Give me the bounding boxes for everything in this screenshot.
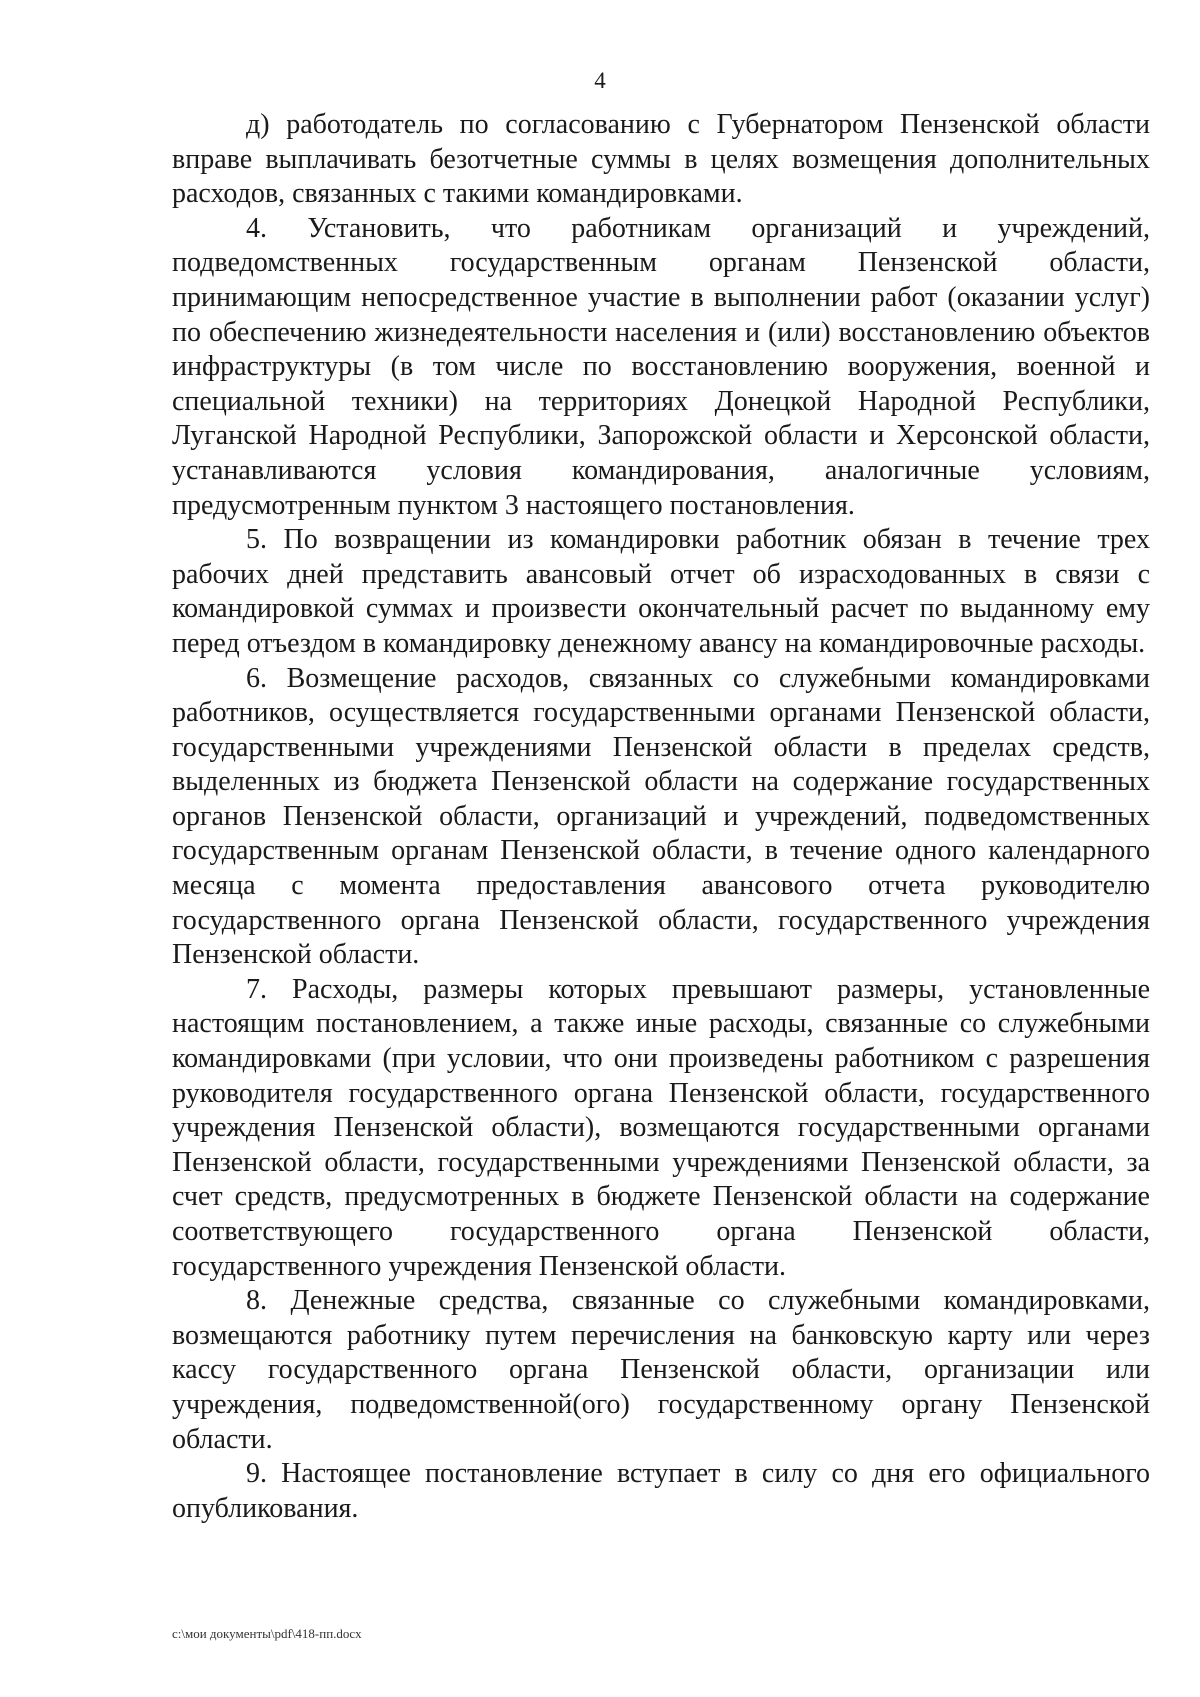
paragraph-item-4: 4. Установить, что работникам организаций и учреждений, подведомственных государственным органам Пензенской области, принимающим непосредственное участие в выполнении работ (оказании услуг) по обеспечению жизнедеятельности населения и (или) восстановлению объектов инфраструктуры (в том числе по восстановлению вооружения, военной и специальной техники) на территориях Донецкой Народной Республики, Луганской Народной Республики, Запорожской области и Херсонской области, устанавливаются условия командирования, аналогичные условиям, предусмотренным пунктом 3 настоящего постановления. bbox=[172, 212, 1150, 521]
paragraph-item-7: 7. Расходы, размеры которых превышают размеры, установленные настоящим постановлением, а также иные расходы, связанные со служебными командировками (при условии, что они произведены работником с разрешения руководителя государственного органа Пензенской области, государственного учреждения Пензенской области), возмещаются государственными органами Пензенской области, государственными учреждениями Пензенской области, за счет средств, предусмотренных в бюджете Пензенской области на содержание соответствующего государственного органа Пензенской области, государственного учреждения Пензенской области. bbox=[172, 973, 1150, 1282]
document-body bbox=[172, 108, 1150, 1526]
footer-file-path: c:\мои документы\pdf\418-пп.docx bbox=[172, 1626, 362, 1641]
page-number: 4 bbox=[594, 68, 606, 93]
paragraph-item-5: 5. По возвращении из командировки работник обязан в течение трех рабочих дней представить авансовый отчет об израсходованных в связи с командировкой суммах и произвести окончательный расчет по выданному ему перед отъездом в командировку денежному авансу на командировочные расходы. bbox=[172, 524, 1150, 659]
paragraph-item-9: 9. Настоящее постановление вступает в силу со дня его официального опубликования. bbox=[172, 1458, 1150, 1524]
paragraph-item-8: 8. Денежные средства, связанные со служебными командировками, возмещаются работнику путем перечисления на банковскую карту или через кассу государственного органа Пензенской области, организации или учреждения, подведомственной(ого) государственному органу Пензенской области. bbox=[172, 1285, 1150, 1455]
paragraph-item-6: 6. Возмещение расходов, связанных со служебными командировками работников, осуществляется государственными органами Пензенской области, государственными учреждениями Пензенской области в пределах средств, выделенных из бюджета Пензенской области на содержание государственных органов Пензенской области, организаций и учреждений, подведомственных государственным органам Пензенской области, в течение одного календарного месяца с момента предоставления авансового отчета руководителю государственного органа Пензенской области, государственного учреждения Пензенской области. bbox=[172, 662, 1150, 971]
paragraph-subitem-d: д) работодатель по согласованию с Губернатором Пензенской области вправе выплачивать безотчетные суммы в целях возмещения дополнительных расходов, связанных с такими командировками. bbox=[172, 109, 1150, 210]
